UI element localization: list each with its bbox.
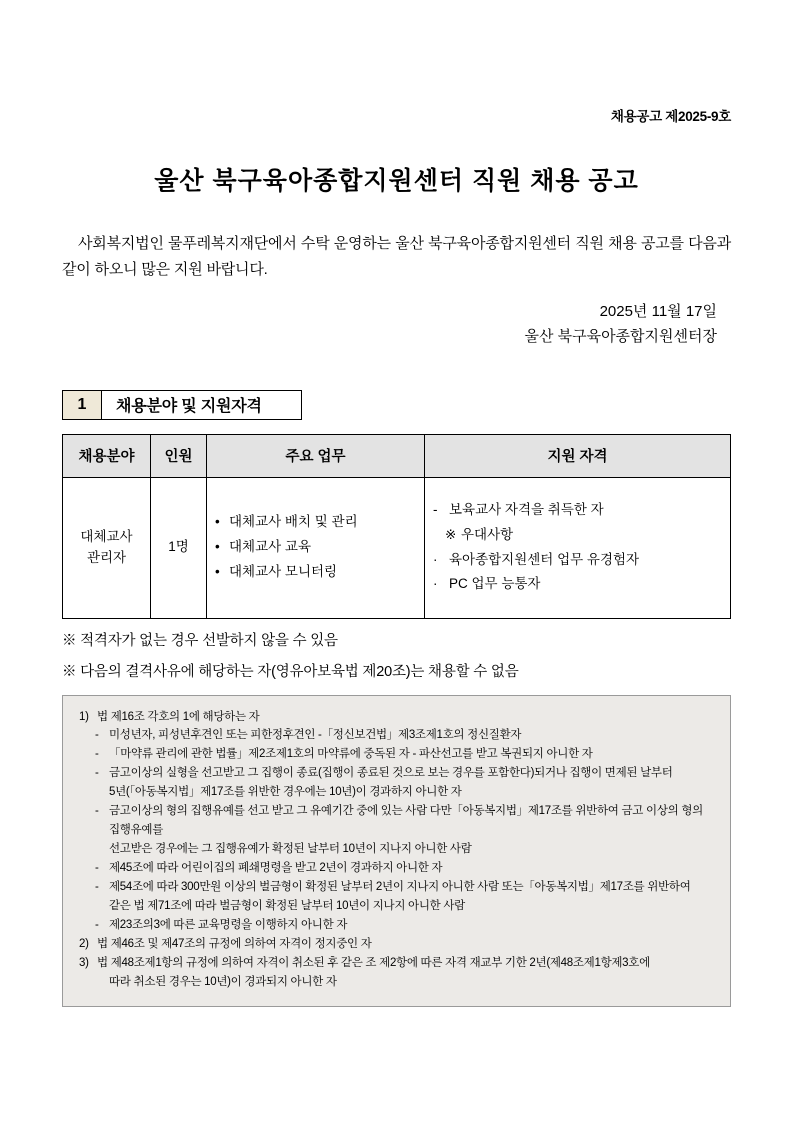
document-number: 채용공고 제2025-9호 [610, 109, 731, 124]
qual-text: 우대사항 [461, 526, 514, 542]
disq-dash: - [95, 881, 99, 894]
disq-dash: - [95, 767, 99, 780]
disq-item [77, 764, 716, 783]
disq-continuation: 5년(「아동복지법」제17조를 위반한 경우에는 10년)이 경과하지 아니한 자 [109, 786, 462, 799]
cell-field [63, 477, 151, 618]
cell-duties [207, 477, 425, 618]
cell-count: 1명 [151, 477, 207, 618]
field-line-1: 대체교사 [80, 529, 133, 545]
list-item: • 대체교사 교육 [215, 535, 416, 560]
disq-text: 금고이상의 형의 집행유예를 선고 받고 그 유예기간 중에 있는 사람 다만「아동복지법」제17조를 위반하여 금고 이상의 형의 집행유예를 [109, 805, 703, 837]
col-header-field: 채용분야 [63, 434, 151, 477]
issue-date: 2025년 11월 17일 [599, 302, 717, 320]
note-no-qualified: ※ 적격자가 없는 경우 선발하지 않을 수 있음 [62, 632, 338, 649]
disqualification-box [62, 695, 731, 1008]
disq-item [77, 954, 716, 973]
col-header-duties: 주요 업무 [207, 434, 425, 477]
disq-item [77, 935, 716, 954]
disq-text: 미성년자, 피성년후견인 또는 피한정후견인 -「정신보건법」제3조제1호의 정신질환자 [109, 729, 522, 742]
disq-continuation: 같은 법 제71조에 따라 벌금형이 확정된 날부터 10년이 지나지 아니한 사람 [109, 900, 465, 913]
section-title: 채용분야 및 지원자격 [102, 390, 302, 420]
disq-text: 제54조에 따라 300만원 이상의 벌금형이 확정된 날부터 2년이 지나지 아니한 사람 또는「아동복지법」제17조를 위반하여 [109, 881, 691, 894]
list-item [433, 523, 722, 548]
disq-text: 제45조에 따라 어린이집의 폐쇄명령을 받고 2년이 경과하지 아니한 자 [109, 862, 443, 875]
recruitment-table [62, 434, 731, 619]
qual-text: 보육교사 자격을 취득한 자 [449, 501, 604, 517]
disq-item [77, 859, 716, 878]
disq-continuation: 따라 취소된 경우는 10년)이 경과되지 아니한 자 [109, 976, 337, 989]
disq-number: 1) [79, 710, 89, 723]
disq-item [77, 708, 716, 727]
disq-item [77, 878, 716, 897]
disq-item [77, 802, 716, 840]
disq-dash: - [95, 862, 99, 875]
disq-text: 법 제16조 각호의 1에 해당하는 자 [97, 710, 260, 723]
disq-item [77, 745, 716, 764]
disq-dash: - [95, 748, 99, 761]
signature-block [62, 299, 731, 350]
col-header-count: 인원 [151, 434, 207, 477]
list-item [433, 498, 722, 523]
disq-number: 3) [79, 957, 89, 970]
disq-text: 금고이상의 실형을 선고받고 그 집행이 종료(집행이 종료된 것으로 보는 경우를 포함한다)되거나 집행이 면제된 날부터 [109, 767, 673, 780]
page-title: 울산 북구육아종합지원센터 직원 채용 공고 [154, 167, 639, 195]
disq-text: 「마약류 관리에 관한 법률」제2조제1호의 마약류에 중독된 자 - 파산선고를 받고 복권되지 아니한 자 [109, 748, 593, 761]
disq-item [77, 916, 716, 935]
duties-list [215, 510, 416, 585]
list-item [433, 572, 722, 597]
disq-number: 2) [79, 938, 89, 951]
disq-dash: - [95, 729, 99, 742]
section-number: 1 [62, 390, 102, 420]
table-row [63, 477, 731, 618]
issuer-name: 울산 북구육아종합지원센터장 [524, 328, 717, 345]
table-header-row [63, 434, 731, 477]
qual-text: PC 업무 능통자 [449, 576, 541, 592]
qual-marker: · [433, 576, 438, 592]
disq-text: 법 제48조제1항의 규정에 의하여 자격이 취소된 후 같은 조 제2항에 따른 자격 재교부 기한 2년(제48조제1항제3호에 [97, 957, 650, 970]
note-disqualification: ※ 다음의 결격사유에 해당하는 자(영유아보육법 제20조)는 채용할 수 없음 [62, 663, 519, 680]
field-line-2: 관리자 [86, 549, 127, 565]
disq-text: 제23조의3에 따른 교육명령을 이행하지 아니한 자 [109, 919, 348, 932]
qual-marker: · [433, 551, 438, 567]
disq-continuation: 선고받은 경우에는 그 집행유예가 확정된 날부터 10년이 지나지 아니한 사람 [109, 843, 472, 856]
disq-dash: - [95, 919, 99, 932]
cell-qualification [425, 477, 731, 618]
disq-text: 법 제46조 및 제47조의 규정에 의하여 자격이 정지중인 자 [97, 938, 372, 951]
list-item: • 대체교사 배치 및 관리 [215, 510, 416, 535]
qual-marker: ※ [445, 526, 457, 542]
qual-marker: - [433, 501, 438, 517]
disq-item [77, 726, 716, 745]
section-header-1 [62, 390, 731, 420]
qual-text: 육아종합지원센터 업무 유경험자 [449, 551, 640, 567]
list-item: • 대체교사 모니터링 [215, 560, 416, 585]
qualification-list [433, 498, 722, 598]
disq-dash: - [95, 805, 99, 818]
intro-paragraph: 사회복지법인 물푸레복지재단에서 수탁 운영하는 울산 북구육아종합지원센터 직원 채용 공고를 다음과 같이 하오니 많은 지원 바랍니다. [62, 235, 731, 279]
col-header-qualification: 지원 자격 [425, 434, 731, 477]
list-item [433, 548, 722, 573]
